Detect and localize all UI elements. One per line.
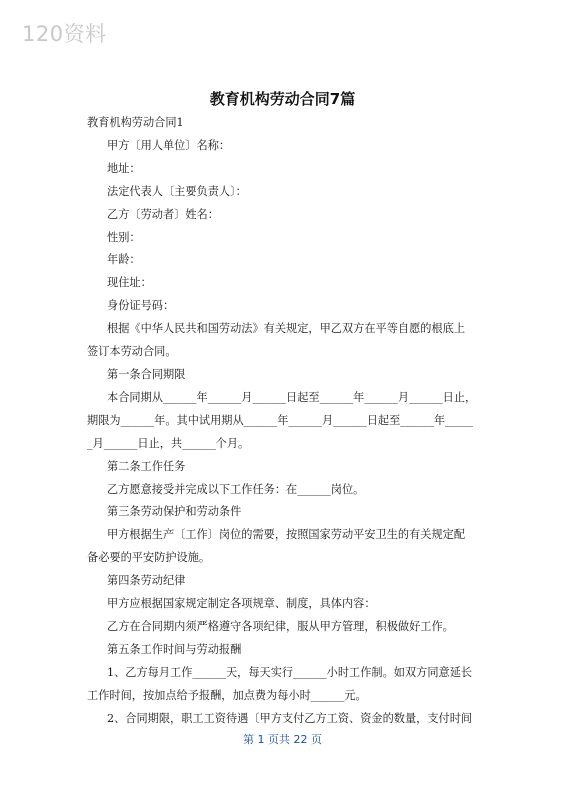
text-line: 1、乙方每月工作______天，每天实行______小时工作制。如双方同意延长 (107, 665, 473, 679)
text-line: 备必要的平安防护设施。 (87, 551, 211, 565)
text-line: 本合同期从______年______月______日起至______年______月______日止， (107, 390, 477, 404)
text-line: 根据《中华人民共和国劳动法》有关规定，甲乙双方在平等自愿的根底上 (107, 322, 466, 336)
text-line: 法定代表人〔主要负责人〕： (107, 184, 247, 198)
text-line: 性别： (107, 230, 141, 244)
text-line: 期限为______年。其中试用期从______年______月______日起至______年_____ (87, 413, 473, 427)
text-line: 第四条劳动纪律 (107, 574, 186, 588)
text-line: 年龄： (107, 253, 141, 267)
contract-body (87, 112, 485, 730)
text-line: 甲方〔用人单位〕名称： (107, 138, 231, 152)
text-line: 乙方〔劳动者〕姓名： (107, 207, 219, 221)
text-line: 地址： (107, 161, 141, 175)
page-footer: 第 1 页共 22 页 (243, 733, 322, 746)
text-line: 甲方根据生产〔工作〕岗位的需要，按照国家劳动平安卫生的有关规定配 (107, 528, 466, 542)
text-line: 身份证号码： (107, 299, 175, 313)
text-line: 乙方愿意接受并完成以下工作任务：在______岗位。 (107, 482, 365, 496)
text-line: 现住址： (107, 276, 152, 290)
text-line: 乙方在合同期内须严格遵守各项纪律，服从甲方管理，积极做好工作。 (107, 619, 454, 633)
watermark: 120资料 (22, 22, 107, 46)
text-line: 第三条劳动保护和劳动条件 (107, 505, 242, 519)
text-line: 工作时间，按加点给予报酬，加点费为每小时______元。 (87, 688, 367, 702)
text-line: 第二条工作任务 (107, 459, 186, 473)
text-line: 甲方应根据国家规定制定各项规章、制度，具体内容： (107, 597, 376, 611)
text-line: 签订本劳动合同。 (87, 345, 177, 359)
text-line: _月______日止，共______个月。 (87, 436, 250, 450)
document-title: 教育机构劳动合同7篇 (209, 90, 356, 108)
text-line: 教育机构劳动合同1 (87, 116, 184, 129)
text-line: 第五条工作时间与劳动报酬 (107, 642, 242, 656)
text-line: 第一条合同期限 (107, 367, 186, 381)
text-line: 2、合同期限，职工工资待遇〔甲方支付乙方工资、资金的数量，支付时间 (107, 711, 473, 725)
